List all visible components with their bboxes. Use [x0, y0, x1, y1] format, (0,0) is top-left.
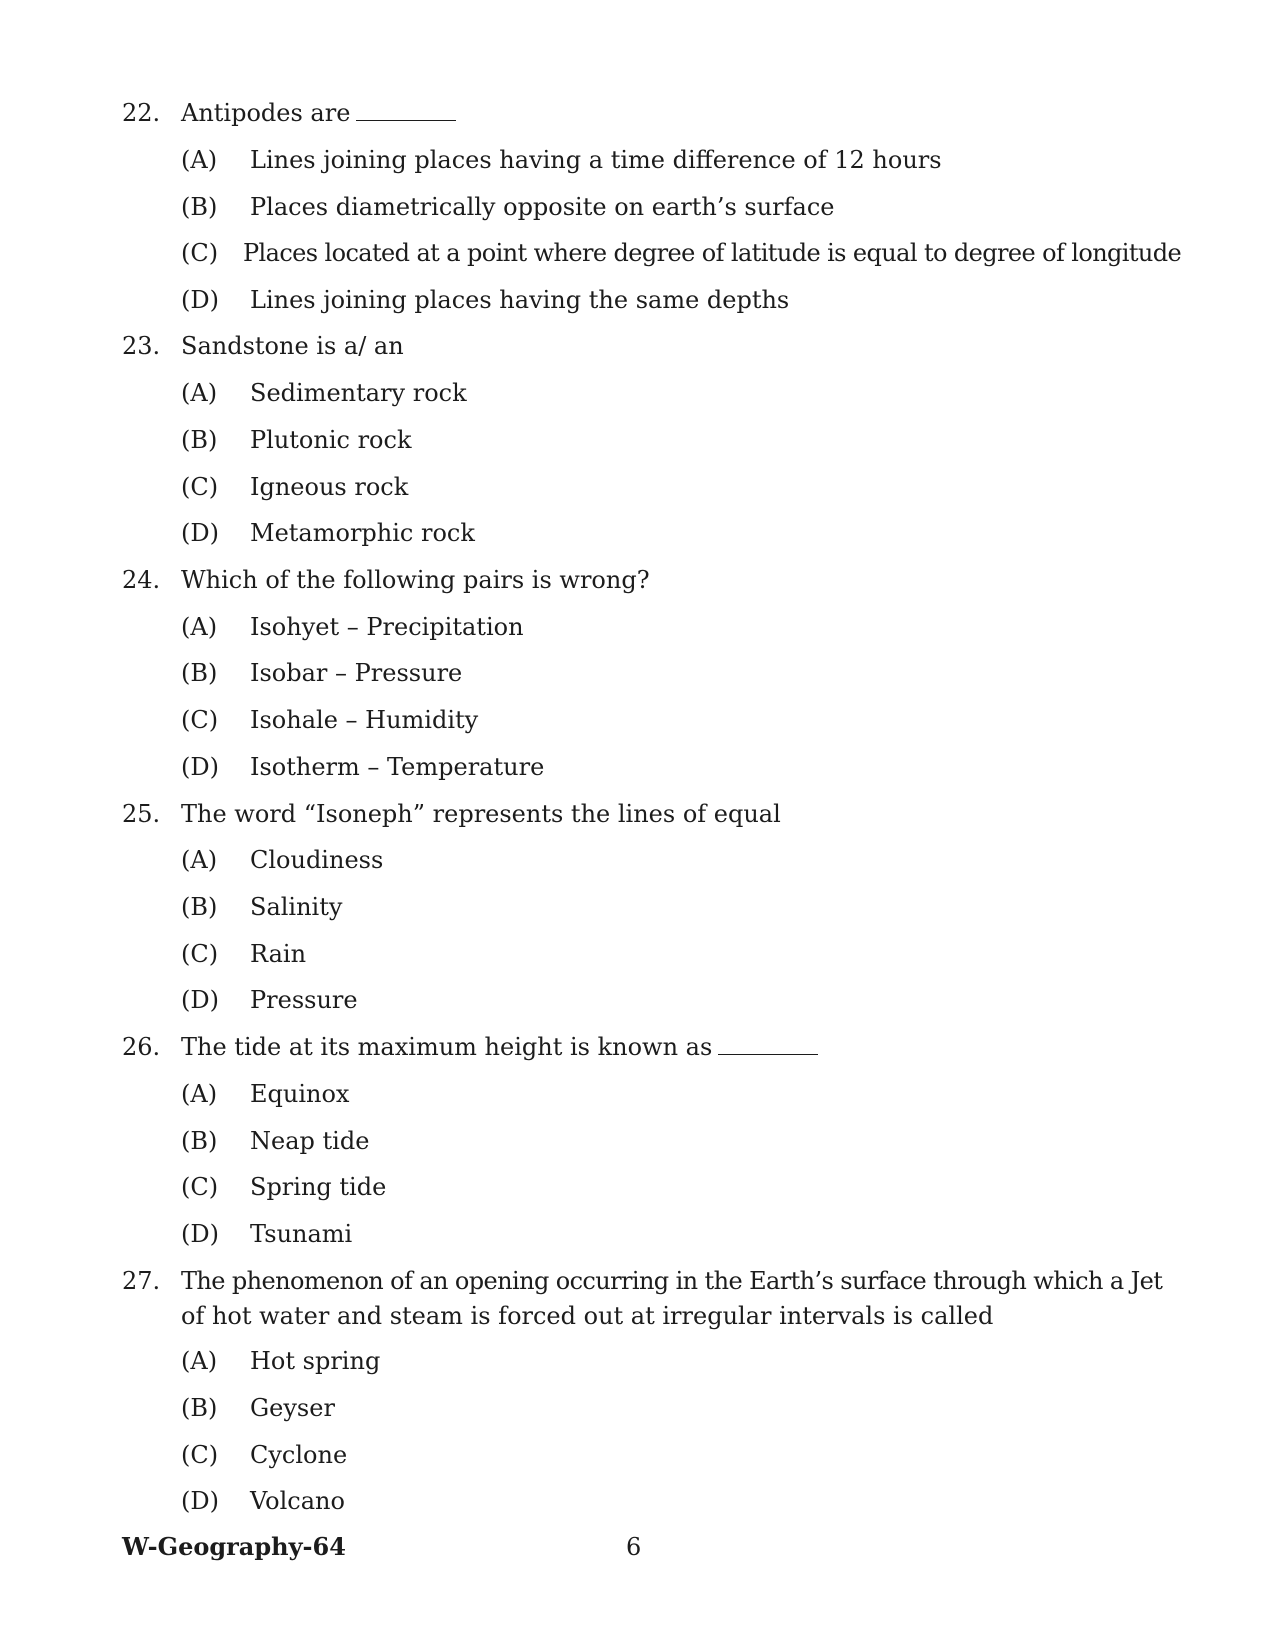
option-label: (D)	[181, 1487, 219, 1515]
option-text: Cloudiness	[250, 846, 384, 874]
question-number: 24.	[122, 566, 161, 594]
option-text: Tsunami	[250, 1220, 353, 1248]
question-text-content: Antipodes are	[181, 99, 351, 127]
option-label: (B)	[181, 193, 218, 221]
option-label: (D)	[181, 753, 219, 781]
option-label: (C)	[181, 1441, 219, 1469]
option-label: (A)	[181, 379, 218, 407]
question-number: 22.	[122, 99, 161, 127]
option-text: Lines joining places having a time difference of 12 hours	[250, 146, 942, 174]
question-text: The word “Isoneph” represents the lines of equal	[181, 800, 781, 828]
question-number: 25.	[122, 800, 161, 828]
option-text: Igneous rock	[250, 473, 409, 501]
option-text: Plutonic rock	[250, 426, 412, 454]
paper-code: W-Geography-64	[122, 1532, 346, 1561]
option-label: (C)	[181, 473, 219, 501]
question-text-line-1: The phenomenon of an opening occurring in the Earth’s surface through which a Jet	[181, 1267, 1163, 1295]
option-text: Places located at a point where degree of latitude is equal to degree of longitude	[243, 239, 1182, 267]
option-label: (B)	[181, 659, 218, 687]
option-label: (A)	[181, 613, 218, 641]
option-text: Pressure	[250, 986, 358, 1014]
option-label: (D)	[181, 986, 219, 1014]
option-text: Equinox	[250, 1080, 350, 1108]
option-label: (C)	[181, 239, 219, 267]
answer-blank	[356, 100, 456, 121]
question-text	[181, 96, 456, 130]
question-number: 27.	[122, 1267, 161, 1295]
question-text	[181, 1030, 818, 1064]
option-label: (B)	[181, 426, 218, 454]
option-text: Hot spring	[250, 1347, 381, 1375]
answer-blank	[718, 1034, 818, 1055]
question-text-content: The tide at its maximum height is known as	[181, 1033, 713, 1061]
option-text: Isohale – Humidity	[250, 706, 479, 734]
option-label: (C)	[181, 940, 219, 968]
question-number: 23.	[122, 332, 161, 360]
option-text: Places diametrically opposite on earth’s surface	[250, 193, 835, 221]
option-text: Neap tide	[250, 1127, 370, 1155]
option-text: Cyclone	[250, 1441, 348, 1469]
page-number: 6	[626, 1533, 642, 1561]
option-text: Isotherm – Temperature	[250, 753, 545, 781]
option-label: (D)	[181, 1220, 219, 1248]
option-label: (A)	[181, 846, 218, 874]
option-text: Salinity	[250, 893, 343, 921]
option-label: (B)	[181, 893, 218, 921]
question-text: Sandstone is a/ an	[181, 332, 404, 360]
option-text: Rain	[250, 940, 307, 968]
option-text: Lines joining places having the same depths	[250, 286, 790, 314]
option-label: (A)	[181, 1347, 218, 1375]
option-text: Metamorphic rock	[250, 519, 475, 547]
option-label: (B)	[181, 1394, 218, 1422]
option-text: Volcano	[250, 1487, 345, 1515]
option-text: Geyser	[250, 1394, 335, 1422]
option-label: (C)	[181, 1173, 219, 1201]
option-text: Isohyet – Precipitation	[250, 613, 524, 641]
option-text: Spring tide	[250, 1173, 387, 1201]
option-label: (A)	[181, 1080, 218, 1108]
option-text: Sedimentary rock	[250, 379, 467, 407]
question-text: Which of the following pairs is wrong?	[181, 566, 650, 594]
question-text-line-2: of hot water and steam is forced out at irregular intervals is called	[181, 1302, 994, 1330]
option-label: (C)	[181, 706, 219, 734]
question-number: 26.	[122, 1033, 161, 1061]
option-label: (A)	[181, 146, 218, 174]
option-label: (D)	[181, 519, 219, 547]
option-text: Isobar – Pressure	[250, 659, 463, 687]
option-label: (D)	[181, 286, 219, 314]
option-label: (B)	[181, 1127, 218, 1155]
